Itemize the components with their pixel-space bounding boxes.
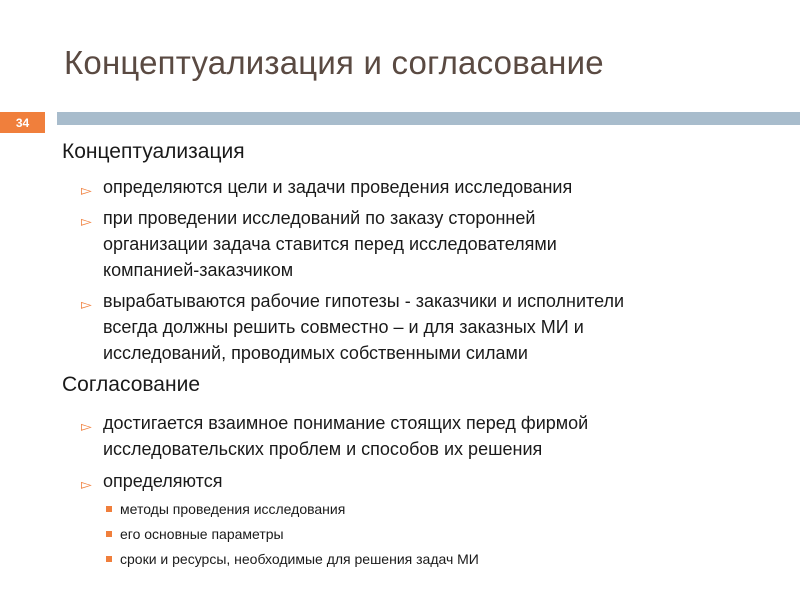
subbullet-text: сроки и ресурсы, необходимые для решения задач МИ bbox=[120, 551, 479, 567]
bullet-line: организации задача ставится перед исследователями bbox=[103, 234, 557, 254]
bullet-item bbox=[81, 468, 223, 494]
subbullet-item bbox=[120, 524, 284, 544]
subbullet-text: его основные параметры bbox=[120, 526, 284, 542]
square-bullet-icon bbox=[106, 556, 112, 562]
hollow-arrow-bullet-icon: ▻ bbox=[81, 296, 92, 312]
subbullet-item bbox=[120, 499, 345, 519]
bullet-line: всегда должны решить совместно – и для заказных МИ и bbox=[103, 317, 584, 337]
square-bullet-icon bbox=[106, 506, 112, 512]
hollow-arrow-bullet-icon: ▻ bbox=[81, 182, 92, 198]
bullet-item bbox=[81, 174, 573, 200]
bullet-line: вырабатываются рабочие гипотезы - заказчики и исполнители bbox=[103, 291, 625, 311]
bullet-line: при проведении исследований по заказу сторонней bbox=[103, 208, 536, 228]
bullet-line: определяются bbox=[103, 471, 223, 491]
bullet-line: компанией-заказчиком bbox=[103, 260, 294, 280]
subbullet-text: методы проведения исследования bbox=[120, 501, 346, 517]
slide-title: Концептуализация и согласование bbox=[64, 44, 604, 81]
hollow-arrow-bullet-icon: ▻ bbox=[81, 213, 92, 229]
bullet-line: исследовательских проблем и способов их решения bbox=[103, 439, 543, 459]
bullet-item bbox=[81, 288, 625, 366]
hollow-arrow-bullet-icon: ▻ bbox=[81, 476, 92, 492]
section-heading-agreement: Согласование bbox=[62, 373, 200, 396]
square-bullet-icon bbox=[106, 531, 112, 537]
bullet-line: достигается взаимное понимание стоящих перед фирмой bbox=[103, 413, 589, 433]
bullet-line: исследований, проводимых собственными силами bbox=[103, 343, 528, 363]
bullet-item bbox=[81, 205, 557, 283]
slide-number: 34 bbox=[0, 112, 45, 133]
hollow-arrow-bullet-icon: ▻ bbox=[81, 418, 92, 434]
section-heading-conceptualization: Концептуализация bbox=[62, 140, 245, 163]
subbullet-item bbox=[120, 549, 479, 569]
bullet-line: определяются цели и задачи проведения исследования bbox=[103, 177, 573, 197]
bullet-item bbox=[81, 410, 589, 462]
